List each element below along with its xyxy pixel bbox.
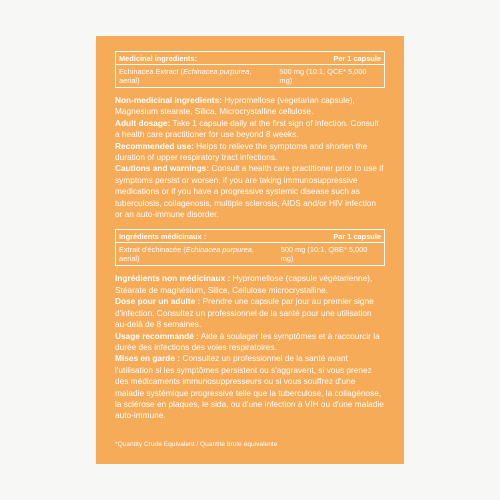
ingredient-row-en: [116, 65, 384, 87]
ingredients-header-dose-en: Per 1 capsule: [333, 54, 381, 63]
ingredients-header-en: [116, 52, 384, 65]
section-text: Hypromellose (capsule végétarienne), Stéarate de magnésium, Silice, Cellulose microcrystalline.: [115, 273, 373, 295]
ingredient-part-en: , aerial): [119, 67, 252, 85]
section-heading: Ingrédients non médicinaux :: [115, 273, 231, 284]
medicinal-ingredients-box-en: [115, 51, 385, 88]
english-sections: [115, 95, 385, 220]
ingredient-name-fr: [119, 245, 275, 263]
section-text: Hypromellose (vegetarian capsule), Magnesium stearate, Silica, Microcrystalline cellulose.: [115, 95, 355, 117]
french-sections: [115, 273, 385, 421]
ingredient-name-text-en: Echinacea Extract (: [119, 67, 184, 76]
ingredient-part-fr: , aerial): [119, 245, 254, 264]
section-nonmedicinal-en: [115, 95, 385, 118]
section-heading: Recommended use:: [115, 140, 194, 151]
section-text: Prendre une capsule par jour au premier signe d'infection. Consultez un professionnel de la santé pour une utilisation au-delà de 8 semaines.: [115, 296, 374, 330]
section-heading: Dose pour un adulte :: [115, 296, 201, 307]
ingredients-header-fr: [116, 230, 384, 243]
ingredients-header-label-fr: Ingrédients médicinaux :: [119, 232, 207, 242]
ingredient-amount-fr: 500 mg (10:1, QBE* 5,000 mg): [280, 245, 368, 264]
section-heading: Adult dosage:: [115, 117, 171, 128]
ingredient-latin-en: Echinacea purpurea: [183, 67, 250, 76]
ingredients-header-dose-fr: Par 1 capsule: [333, 232, 381, 242]
section-heading: Usage recommandé :: [115, 330, 199, 341]
section-text: Take 1 capsule daily at the first sign of infection. Consult a health care practitioner for use beyond 8 weeks.: [115, 117, 379, 140]
section-heading: Non-medicinal ingredients:: [115, 95, 222, 105]
section-cautions-en: [115, 163, 385, 220]
ingredient-name-en: [119, 67, 273, 85]
section-dosage-fr: [115, 296, 385, 330]
ingredients-header-label-en: Medicinal ingredients:: [119, 54, 198, 63]
section-cautions-fr: [115, 353, 385, 421]
section-heading: Cautions and warnings:: [115, 163, 210, 174]
section-heading: Mises en garde :: [115, 353, 181, 364]
section-nonmedicinal-fr: [115, 273, 385, 296]
footnote: *Quantity Crude Equivalent / Quantité brute équivalente: [115, 440, 278, 448]
section-recommended-use-en: [115, 141, 385, 164]
product-label-panel: [96, 36, 404, 464]
ingredient-amount-en: 500 mg (10:1, QCE* 5,000 mg): [279, 67, 367, 85]
ingredient-row-fr: [116, 243, 384, 265]
section-text: Helps to relieve the symptoms and shorten the duration of upper respiratory tract infections.: [115, 140, 368, 163]
section-dosage-en: [115, 118, 385, 141]
section-text: Aide à soulager les symptômes et à raccourcir la durée des infections des voies respiratoires.: [115, 330, 380, 352]
medicinal-ingredients-box-fr: [115, 229, 385, 266]
section-text: Consultez un professionnel de la santé avant l'utilisation si les symptômes persistent ou s'aggravent, si vous prenez des médicaments immunosuppresseurs ou si vous souffrez d'une maladie systémique progressive telle que la tuberculose, la collagénose, la sclérose en plaques, le sida, ou d'une infection à VIH ou d'une maladie auto-immune.: [115, 353, 384, 421]
section-text: Consult a health care practitioner prior to use if symptoms persist or worsen, if you are taking immunosuppressive medications or if you have a progressive systemic disease such as tuberculosis, collagenosis, multiple sclerosis, AIDS and/or HIV infection or an auto-immune disorder.: [115, 163, 384, 220]
ingredient-latin-fr: Echinacea purpurea: [185, 245, 252, 255]
section-recommended-use-fr: [115, 331, 385, 354]
ingredient-name-text-fr: Extrait d'échinacée (: [119, 245, 186, 255]
